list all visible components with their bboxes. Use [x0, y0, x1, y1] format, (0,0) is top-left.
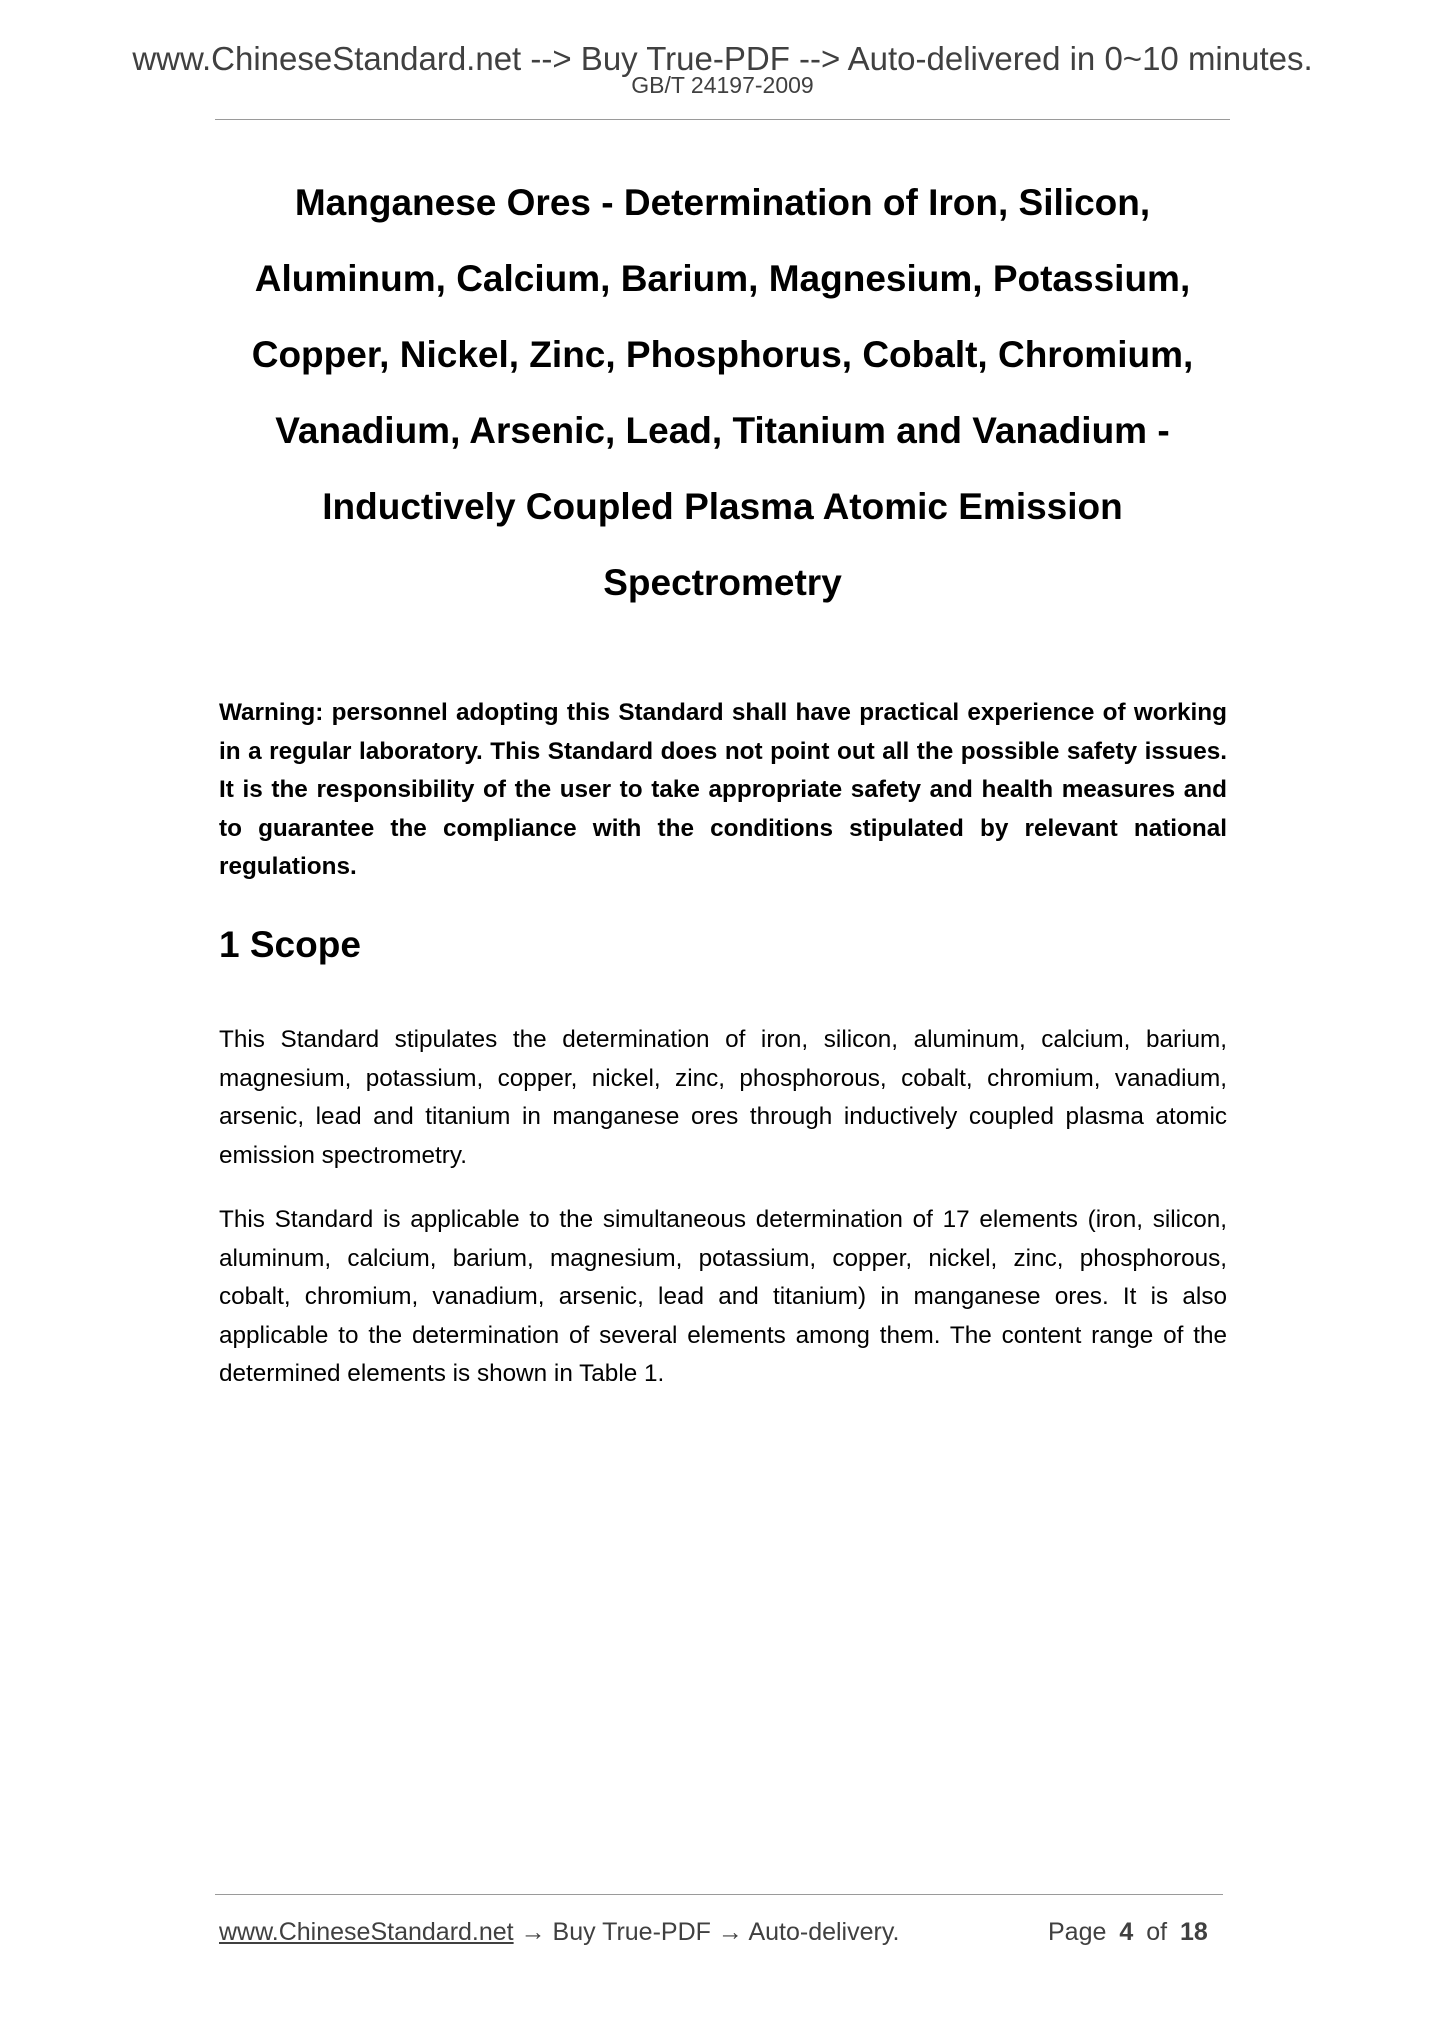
footer-divider [215, 1894, 1223, 1895]
page-total: 18 [1180, 1918, 1208, 1946]
standard-code: GB/T 24197-2009 [631, 72, 814, 98]
arrow-right-icon: → [717, 1918, 743, 1946]
footer-site-link[interactable]: www.ChineseStandard.net [219, 1918, 514, 1946]
footer-delivery-text: Auto-delivery. [748, 1918, 900, 1946]
document-title: Manganese Ores - Determination of Iron, Silicon, Aluminum, Calcium, Barium, Magnesium, Potassium, Copper, Nickel, Zinc, Phosphorus, Cobalt, Chromium, Vanadium, Arsenic, Lead, Titanium and Vanadium - Inductively Coupled Plasma Atomic Emission Spectrometry [251, 182, 1194, 603]
section-heading-scope: 1 Scope [219, 924, 361, 965]
footer-promo [219, 1916, 899, 1948]
page-label: Page [1048, 1918, 1107, 1946]
arrow-right-icon: → [520, 1918, 546, 1946]
top-banner: www.ChineseStandard.net --> Buy True-PDF --> Auto-delivered in 0~10 minutes. [132, 40, 1313, 77]
page-indicator [1048, 1916, 1208, 1948]
header-divider [215, 119, 1230, 120]
scope-paragraph: This Standard is applicable to the simultaneous determination of 17 elements (iron, silicon, aluminum, calcium, barium, magnesium, potassium, copper, nickel, zinc, phosphorous, cobalt, chromium, vanadium, arsenic, lead and titanium) in manganese ores. It is also applicable to the determination of several elements among them. The content range of the determined elements is shown in Table 1. [219, 1206, 1227, 1387]
page-of-label: of [1146, 1918, 1168, 1946]
page-current: 4 [1119, 1918, 1134, 1946]
warning-paragraph: Warning: personnel adopting this Standard shall have practical experience of working in a regular laboratory. This Standard does not point out all the possible safety issues. It is the responsibility of the user to take appropriate safety and health measures and to guarantee the compliance with the conditions stipulated by relevant national regulations. [219, 699, 1227, 880]
scope-paragraph: This Standard stipulates the determination of iron, silicon, aluminum, calcium, barium, magnesium, potassium, copper, nickel, zinc, phosphorous, cobalt, chromium, vanadium, arsenic, lead and titanium in manganese ores through inductively coupled plasma atomic emission spectrometry. [219, 1026, 1227, 1169]
footer-buy-text: Buy True-PDF [552, 1918, 711, 1946]
